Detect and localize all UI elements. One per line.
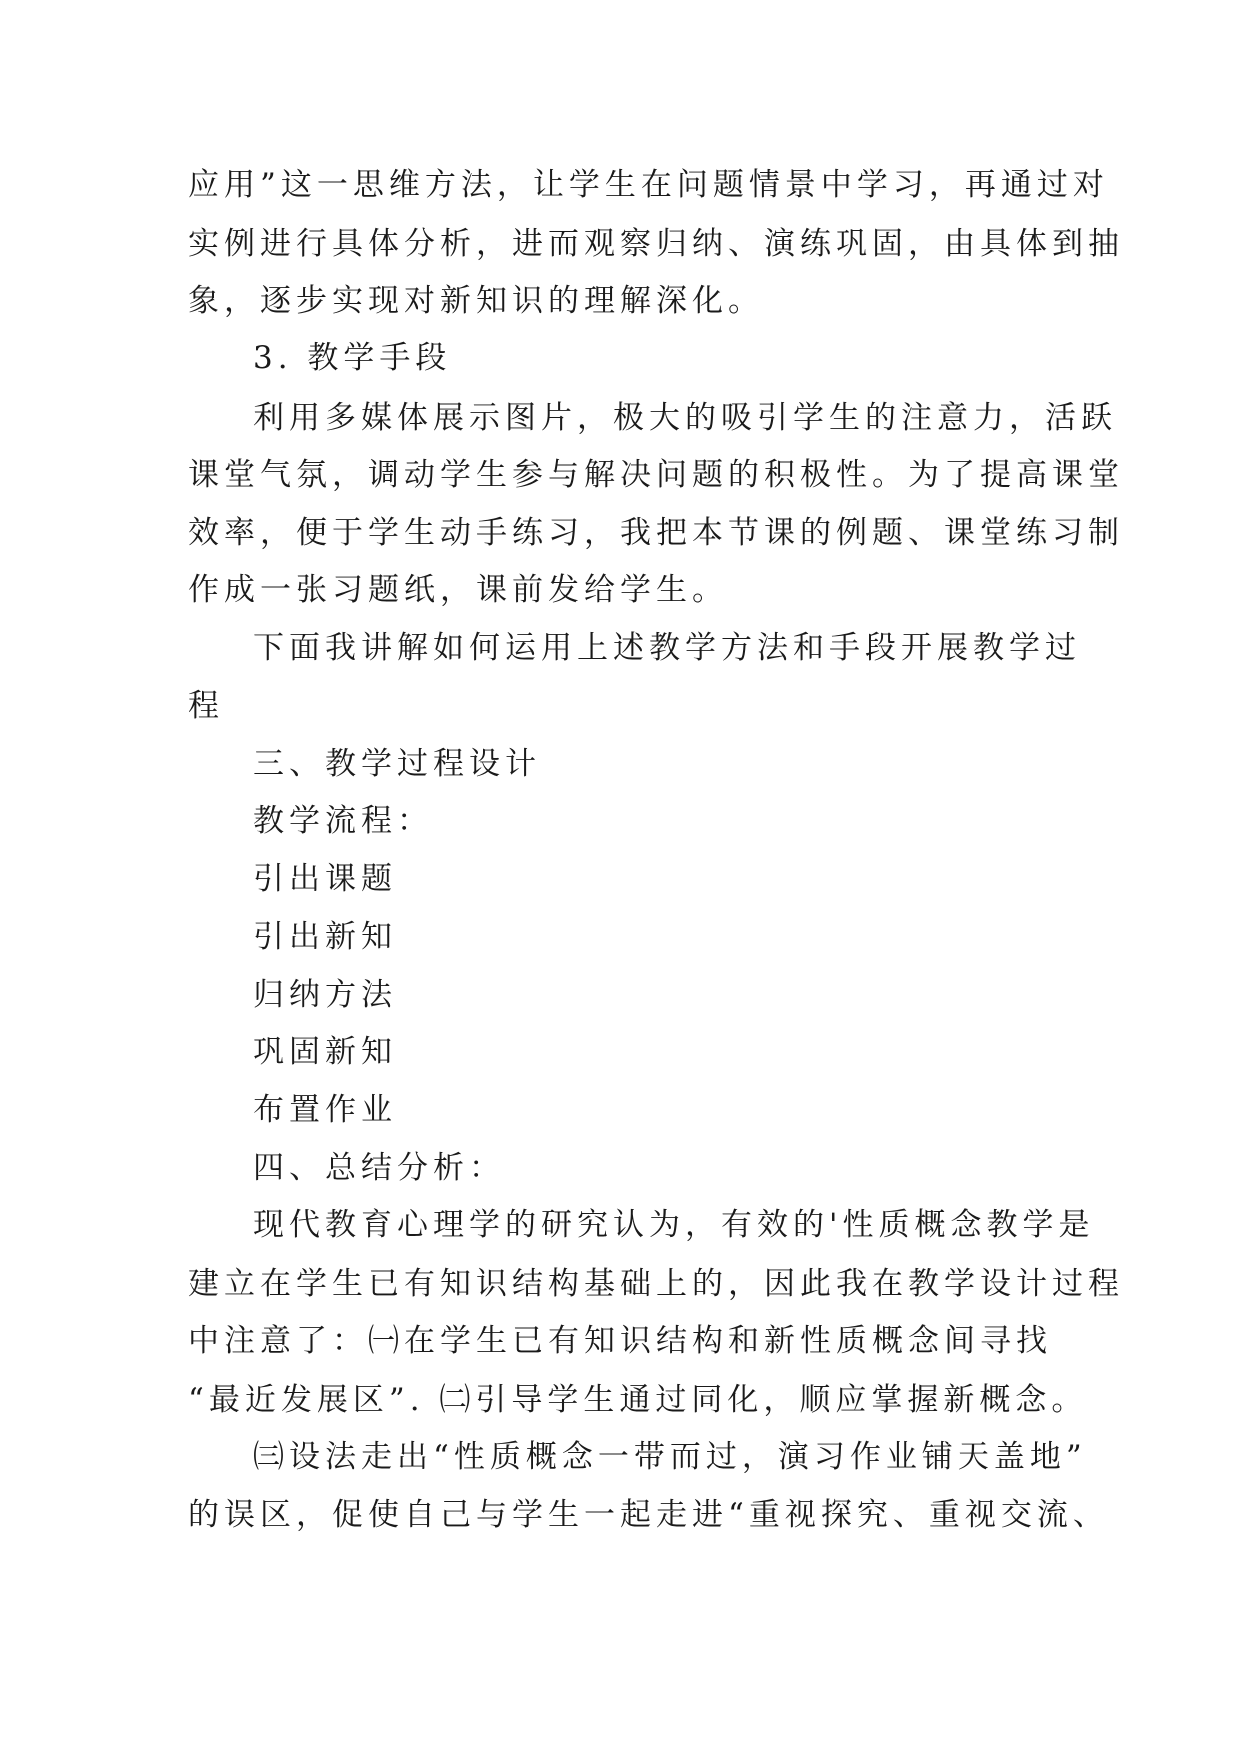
list-item: 引出课题: [253, 861, 397, 897]
text-line: 课堂气氛，调动学生参与解决问题的积极性。为了提高课堂: [188, 457, 1124, 493]
text-line: 教学流程：: [253, 803, 433, 839]
text-line: 作成一张习题纸，课前发给学生。: [188, 572, 728, 608]
list-item: 引出新知: [253, 919, 397, 955]
text-line: 程: [188, 688, 224, 724]
text-line: 下面我讲解如何运用上述教学方法和手段开展教学过: [253, 630, 1081, 666]
text-line: 实例进行具体分析，进而观察归纳、演练巩固，由具体到抽: [188, 226, 1124, 262]
text-line: 利用多媒体展示图片，极大的吸引学生的注意力，活跃: [253, 400, 1117, 436]
text-line: 的误区，促使自己与学生一起走进“重视探究、重视交流、: [188, 1497, 1109, 1533]
list-item: 归纳方法: [253, 977, 397, 1013]
text-line: ㈢设法走出“性质概念一带而过，演习作业铺天盖地”: [253, 1439, 1087, 1475]
text-line: 象，逐步实现对新知识的理解深化。: [188, 283, 764, 319]
section-heading: 三、教学过程设计: [253, 746, 541, 782]
list-item: 布置作业: [253, 1092, 397, 1128]
text-line: 中注意了：㈠在学生已有知识结构和新性质概念间寻找: [188, 1323, 1052, 1359]
section-heading: 3. 教学手段: [253, 340, 452, 376]
text-line: 建立在学生已有知识结构基础上的，因此我在教学设计过程: [188, 1266, 1124, 1302]
text-line: “最近发展区”. ㈡引导学生通过同化，顺应掌握新概念。: [188, 1382, 1088, 1418]
list-item: 巩固新知: [253, 1034, 397, 1070]
text-line: 效率，便于学生动手练习，我把本节课的例题、课堂练习制: [188, 515, 1124, 551]
text-line: 应用”这一思维方法，让学生在问题情景中学习，再通过对: [188, 167, 1109, 203]
section-heading: 四、总结分析：: [253, 1150, 505, 1186]
text-line: 现代教育心理学的研究认为，有效的'性质概念教学是: [253, 1207, 1095, 1243]
